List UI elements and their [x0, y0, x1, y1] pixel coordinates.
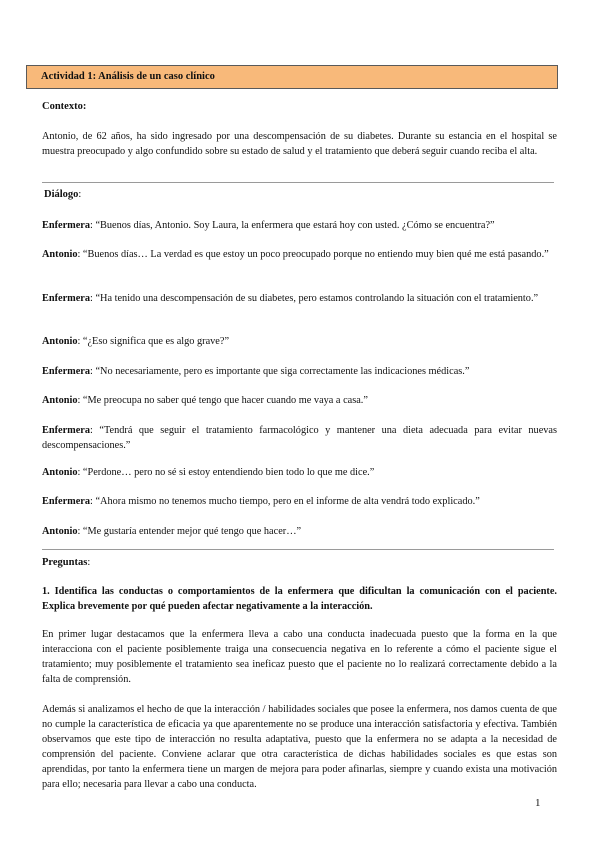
dialogue-text: : “Ahora mismo no tenemos mucho tiempo, pero en el informe de alta vendrá todo explicado.”	[90, 496, 480, 507]
activity-header	[26, 65, 558, 89]
divider	[42, 549, 554, 550]
dialogue-text: : “¿Eso significa que es algo grave?”	[77, 336, 230, 347]
dialogue-text: : “Perdone… pero no sé si estoy entendiendo bien todo lo que me dice.”	[77, 467, 375, 478]
dialogue-line	[42, 247, 557, 262]
page-number: 1	[535, 797, 541, 809]
dialogue-line	[42, 364, 557, 379]
dialogue-text: : “Me preocupa no saber qué tengo que hacer cuando me vaya a casa.”	[77, 395, 368, 406]
dialogue-line	[42, 465, 557, 480]
dialogue-text: : “Tendrá que seguir el tratamiento farmacológico y mantener una dieta adecuada para evitar nuevas descompensaciones.”	[42, 425, 557, 451]
dialogue-text: : “No necesariamente, pero es importante que siga correctamente las indicaciones médicas.”	[90, 366, 470, 377]
speaker-name: Enfermera	[42, 293, 91, 304]
dialogue-text: : “Buenos días, Antonio. Soy Laura, la enfermera que estará hoy con usted. ¿Cómo se encuentra?”	[90, 220, 495, 231]
dialogue-colon: :	[78, 189, 82, 200]
dialogue-line	[42, 393, 557, 408]
questions-colon: :	[87, 557, 91, 568]
dialogue-line	[42, 218, 557, 233]
dialogue-text: : “Buenos días… La verdad es que estoy un poco preocupado porque no entiendo muy bien qué me está pasando.”	[77, 249, 549, 260]
activity-title: Actividad 1: Análisis de un caso clínico	[41, 71, 215, 82]
dialogue-heading	[44, 189, 81, 200]
speaker-name: Enfermera	[42, 496, 91, 507]
context-heading	[42, 101, 86, 112]
speaker-name: Antonio	[42, 395, 78, 406]
speaker-name: Antonio	[42, 336, 78, 347]
speaker-name: Enfermera	[42, 366, 91, 377]
speaker-name: Antonio	[42, 526, 78, 537]
questions-heading	[42, 557, 90, 568]
dialogue-label: Diálogo	[44, 189, 79, 200]
questions-label: Preguntas	[42, 557, 88, 568]
answer-paragraph-2: Además si analizamos el hecho de que la interacción / habilidades sociales que posee la enfermera, nos damos cuenta de que no cumple la característica de eficacia ya que aparentemente no se produce una interacción satisfactoria y efectiva. También observamos que este tipo de interacción no resulta adaptativa, puesto que la enfermera no se adapta a la necesidad de comprensión del paciente. Conviene aclarar que otra característica de dichas habilidades sociales es que estas son aprendidas, por tanto la enfermera tiene un margen de mejora para poder afinarlas, siempre y cuando exista una motivación para ello; necesaria para llevar a cabo una conducta.	[42, 704, 557, 790]
dialogue-line	[42, 334, 557, 349]
dialogue-text: : “Ha tenido una descompensación de su diabetes, pero estamos controlando la situación con el tratamiento.”	[90, 293, 539, 304]
context-paragraph: Antonio, de 62 años, ha sido ingresado por una descompensación de su diabetes. Durante su estancia en el hospital se muestra preocupado y algo confundido sobre su estado de salud y el tratamiento que deberá seguir cuando reciba el alta.	[42, 131, 557, 157]
dialogue-line	[42, 494, 557, 509]
speaker-name: Enfermera	[42, 425, 91, 436]
dialogue-text: : “Me gustaría entender mejor qué tengo que hacer…”	[77, 526, 302, 537]
dialogue-line	[42, 423, 557, 453]
dialogue-line	[42, 291, 557, 306]
speaker-name: Antonio	[42, 249, 78, 260]
speaker-name: Antonio	[42, 467, 78, 478]
divider	[42, 182, 554, 183]
question-1: 1. Identifica las conductas o comportamientos de la enfermera que dificultan la comunicación con el paciente. Explica brevemente por qué pueden afectar negativamente a la interacción.	[42, 586, 557, 612]
dialogue-line	[42, 524, 557, 539]
speaker-name: Enfermera	[42, 220, 91, 231]
answer-paragraph-1: En primer lugar destacamos que la enfermera lleva a cabo una conducta inadecuada puesto que la forma en la que interacciona con el paciente posiblemente traiga una consecuencia negativa en lo referente a cómo el paciente sigue el tratamiento; muy posiblemente el tratamiento sea ineficaz puesto que el paciente no lo realizará correctamente debido a la falta de comprensión.	[42, 629, 557, 685]
context-label: Contexto:	[42, 101, 87, 112]
